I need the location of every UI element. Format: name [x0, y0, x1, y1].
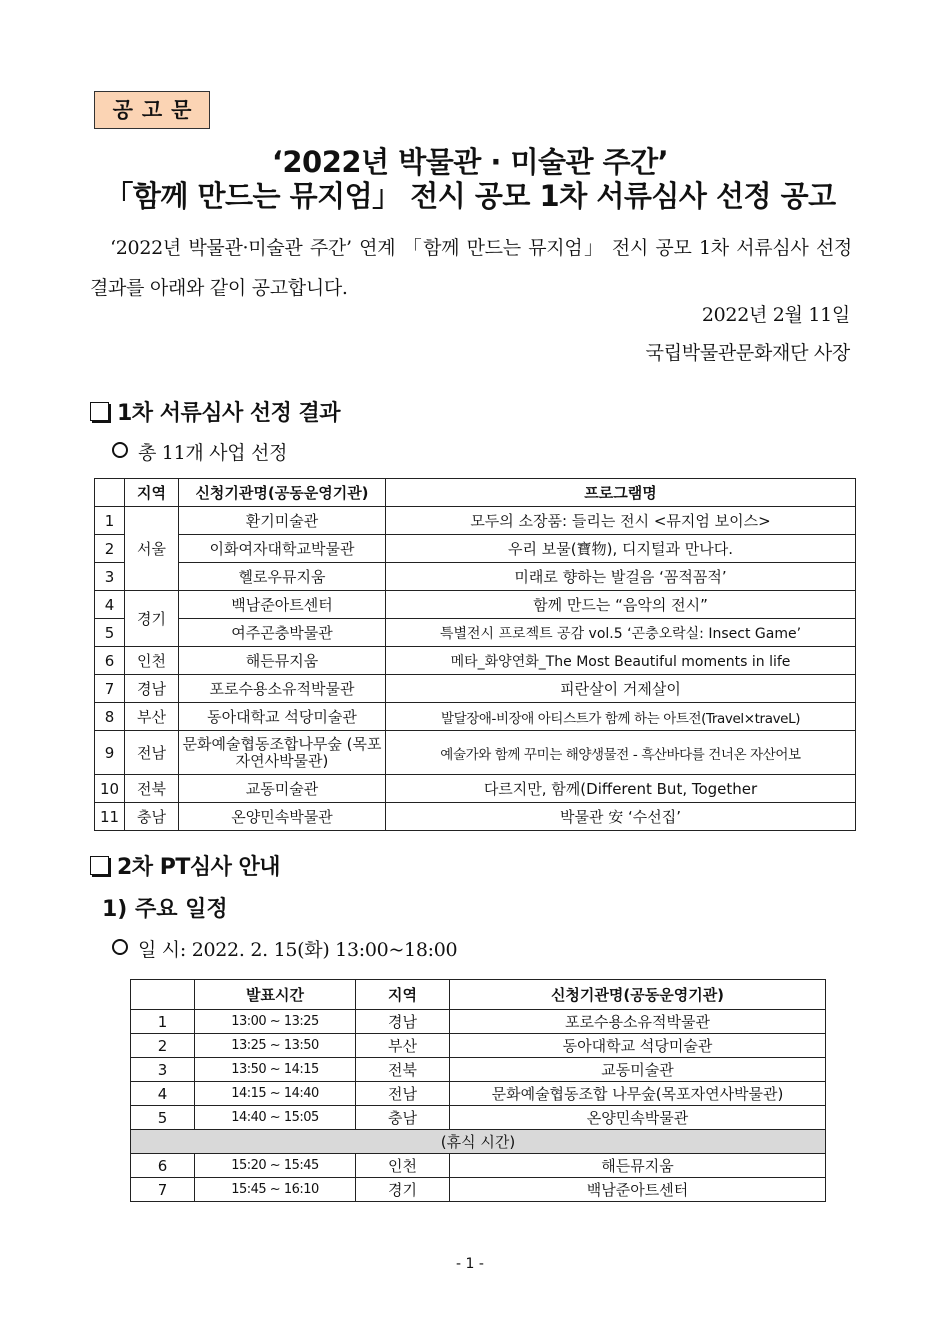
- org-cell: 교동미술관: [179, 775, 386, 803]
- break-cell: (휴식 시간): [131, 1130, 826, 1154]
- header-cell: 지역: [356, 980, 450, 1010]
- org-cell: 온양민속박물관: [179, 803, 386, 831]
- table-row: [95, 507, 856, 535]
- time-cell: 13:00 ~ 13:25: [195, 1010, 356, 1034]
- region-cell: 전북: [125, 775, 179, 803]
- program-cell: 특별전시 프로젝트 공감 vol.5 ‘곤충오락실: Insect Game’: [386, 619, 856, 647]
- org-cell: 동아대학교 석당미술관: [179, 703, 386, 731]
- region-cell: 서울: [125, 507, 179, 591]
- table-row: [95, 591, 856, 619]
- program-cell: 박물관 安 ‘수선집’: [386, 803, 856, 831]
- row-number: 5: [95, 619, 125, 647]
- table-row: [131, 1154, 826, 1178]
- section-2-subheading: 1) 주요 일정: [102, 897, 228, 922]
- header-cell: 지역: [125, 479, 179, 507]
- region-cell: 경기: [125, 591, 179, 647]
- org-cell: 문화예술협동조합나무숲 (목포자연사박물관): [179, 731, 386, 775]
- table-row: [131, 1034, 826, 1058]
- selection-results-table: [94, 478, 856, 831]
- row-number: 8: [95, 703, 125, 731]
- table-row: [95, 675, 856, 703]
- page-number: - 1 -: [456, 1256, 484, 1272]
- region-cell: 경기: [356, 1178, 450, 1202]
- table-row: [95, 703, 856, 731]
- org-cell: 해든뮤지움: [450, 1154, 826, 1178]
- org-cell: 교동미술관: [450, 1058, 826, 1082]
- row-number: 1: [131, 1010, 195, 1034]
- program-cell: 예술가와 함께 꾸미는 해양생물전 - 흑산바다를 건너온 자산어보: [386, 731, 856, 775]
- table-row: [95, 731, 856, 775]
- org-cell: 해든뮤지움: [179, 647, 386, 675]
- time-cell: 15:20 ~ 15:45: [195, 1154, 356, 1178]
- row-number: 6: [131, 1154, 195, 1178]
- pt-schedule-table: [130, 979, 826, 1202]
- org-cell: 헬로우뮤지움: [179, 563, 386, 591]
- org-cell: 동아대학교 석당미술관: [450, 1034, 826, 1058]
- circle-bullet-icon: [112, 939, 128, 955]
- row-number: 4: [95, 591, 125, 619]
- title-line-1: ‘2022년 박물관 · 미술관 주간’: [271, 145, 669, 179]
- time-cell: 14:15 ~ 14:40: [195, 1082, 356, 1106]
- row-number: 2: [131, 1034, 195, 1058]
- section-2-heading: [90, 850, 280, 881]
- header-cell: 신청기관명(공동운영기관): [450, 980, 826, 1010]
- program-cell: 피란살이 거제살이: [386, 675, 856, 703]
- org-cell: 환기미술관: [179, 507, 386, 535]
- program-cell: 우리 보물(寶物), 디지털과 만나다.: [386, 535, 856, 563]
- row-number: 3: [131, 1058, 195, 1082]
- table-row: [131, 1082, 826, 1106]
- schedule-text: 일 시: 2022. 2. 15(화) 13:00~18:00: [138, 939, 458, 961]
- issuer: 국립박물관문화재단 사장: [645, 342, 850, 364]
- checkbox-square-icon: [90, 856, 109, 875]
- table-row: [95, 803, 856, 831]
- header-cell: 발표시간: [195, 980, 356, 1010]
- section-1-sub: [112, 438, 287, 465]
- section-1-heading-text: 1차 서류심사 선정 결과: [117, 401, 341, 426]
- program-cell: 메타_화양연화_The Most Beautiful moments in life: [386, 647, 856, 675]
- region-cell: 전북: [356, 1058, 450, 1082]
- region-cell: 전남: [356, 1082, 450, 1106]
- region-cell: 충남: [356, 1106, 450, 1130]
- region-cell: 부산: [125, 703, 179, 731]
- program-cell: 발달장애-비장애 아티스트가 함께 하는 아트전(Travel×traveL): [386, 703, 856, 731]
- table-row: [95, 647, 856, 675]
- row-number: 11: [95, 803, 125, 831]
- row-number: 2: [95, 535, 125, 563]
- row-number: 10: [95, 775, 125, 803]
- notice-badge: 공고문: [94, 91, 210, 129]
- row-number: 7: [95, 675, 125, 703]
- row-number: 3: [95, 563, 125, 591]
- schedule-line: [112, 935, 457, 962]
- table-row: [131, 1058, 826, 1082]
- program-cell: 모두의 소장품: 들리는 전시 <뮤지엄 보이스>: [386, 507, 856, 535]
- program-cell: 함께 만드는 “음악의 전시”: [386, 591, 856, 619]
- title-line-2: 「함께 만드는 뮤지엄」 전시 공모 1차 서류심사 선정 공고: [104, 179, 836, 213]
- header-cell: 신청기관명(공동운영기관): [179, 479, 386, 507]
- table-row: [95, 775, 856, 803]
- program-cell: 다르지만, 함께(Different But, Together: [386, 775, 856, 803]
- row-number: 6: [95, 647, 125, 675]
- section-1-heading: [90, 396, 340, 427]
- table-header-row: [131, 980, 826, 1010]
- table-header-row: [95, 479, 856, 507]
- section-2-heading-text: 2차 PT심사 안내: [117, 855, 281, 880]
- row-number: 7: [131, 1178, 195, 1202]
- notice-date: 2022년 2월 11일: [701, 304, 850, 326]
- circle-bullet-icon: [112, 442, 128, 458]
- checkbox-square-icon: [90, 402, 109, 421]
- time-cell: 14:40 ~ 15:05: [195, 1106, 356, 1130]
- break-row: [131, 1130, 826, 1154]
- org-cell: 문화예술협동조합 나무숲(목포자연사박물관): [450, 1082, 826, 1106]
- region-cell: 인천: [125, 647, 179, 675]
- org-cell: 백남준아트센터: [450, 1178, 826, 1202]
- section-1-sub-text: 총 11개 사업 선정: [138, 442, 288, 464]
- table-row: [131, 1178, 826, 1202]
- program-cell: 미래로 향하는 발걸음 ‘꼼적꼼적’: [386, 563, 856, 591]
- intro-paragraph: ‘2022년 박물관·미술관 주간’ 연계 「함께 만드는 뮤지엄」 전시 공모 1차 서류심사 선정 결과를 아래와 같이 공고합니다.: [90, 237, 852, 299]
- header-cell: [131, 980, 195, 1010]
- row-number: 1: [95, 507, 125, 535]
- table-row: [131, 1010, 826, 1034]
- time-cell: 15:45 ~ 16:10: [195, 1178, 356, 1202]
- header-cell: [95, 479, 125, 507]
- org-cell: 포로수용소유적박물관: [179, 675, 386, 703]
- table-row: [95, 535, 856, 563]
- table-row: [95, 563, 856, 591]
- row-number: 9: [95, 731, 125, 775]
- header-cell: 프로그램명: [386, 479, 856, 507]
- row-number: 5: [131, 1106, 195, 1130]
- org-cell: 이화여자대학교박물관: [179, 535, 386, 563]
- table-row: [95, 619, 856, 647]
- region-cell: 인천: [356, 1154, 450, 1178]
- org-cell: 백남준아트센터: [179, 591, 386, 619]
- region-cell: 경남: [125, 675, 179, 703]
- region-cell: 충남: [125, 803, 179, 831]
- region-cell: 전남: [125, 731, 179, 775]
- time-cell: 13:50 ~ 14:15: [195, 1058, 356, 1082]
- region-cell: 경남: [356, 1010, 450, 1034]
- row-number: 4: [131, 1082, 195, 1106]
- org-cell: 여주곤충박물관: [179, 619, 386, 647]
- region-cell: 부산: [356, 1034, 450, 1058]
- org-cell: 온양민속박물관: [450, 1106, 826, 1130]
- table-row: [131, 1106, 826, 1130]
- time-cell: 13:25 ~ 13:50: [195, 1034, 356, 1058]
- org-cell: 포로수용소유적박물관: [450, 1010, 826, 1034]
